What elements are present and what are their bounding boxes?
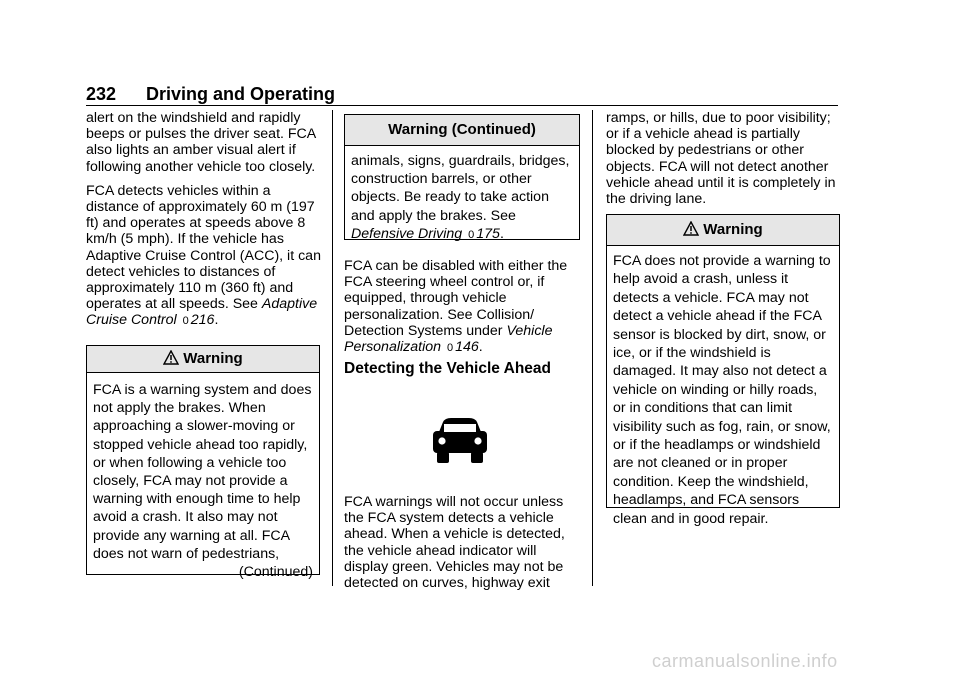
warning-header bbox=[87, 346, 319, 373]
column-divider-2 bbox=[592, 110, 593, 586]
section-title: Driving and Operating bbox=[146, 84, 336, 104]
warning-box bbox=[86, 345, 320, 581]
page-ref-number[interactable]: 146 bbox=[455, 339, 479, 356]
page-header bbox=[86, 84, 838, 106]
paragraph: alert on the windshield and rapidly beeps or pulses the driver seat. FCA also lights an amber visual alert if following another vehicle too closely. bbox=[86, 110, 316, 175]
warning-body bbox=[607, 246, 839, 534]
column-1 bbox=[86, 110, 322, 338]
paragraph-text: FCA detects vehicles within a distance of approximately 60 m (197 ft) and operates at speeds above 8 km/h (5 mph). If the vehicle has Adaptive Cruise Control (ACC), it can detect vehicles to distances of approximately 110 m (360 ft) and operates at all speeds. See bbox=[86, 182, 321, 313]
paragraph: ramps, or hills, due to poor visibility; or if a vehicle ahead is partially blocked by pedestrians or other objects. FCA will not detect another vehicle ahead until it is completely in the driving lane. bbox=[606, 110, 836, 208]
paragraph-block bbox=[344, 494, 580, 599]
warning-header bbox=[607, 215, 839, 246]
warning-text: FCA is a warning system and does not apply the brakes. When approaching a slower-moving or stopped vehicle ahead too rapidly, or when following a vehicle too closely, FCA may not provide a warning with enough time to help avoid a crash. It also may not provide any warning at all. FCA does not warn of pedestrians, bbox=[93, 382, 312, 562]
page-ref-number[interactable]: 216 bbox=[190, 312, 215, 329]
cross-reference-link[interactable]: Defensive Driving bbox=[351, 225, 463, 242]
cross-reference-link[interactable]: Adaptive Cruise Control bbox=[86, 296, 318, 329]
warning-body: animals, signs, guardrails, bridges, construction barrels, or other objects. Be ready to take action and apply the brakes. See Defensive Driving 0 175. bbox=[351, 153, 570, 242]
cross-reference-link[interactable]: Vehicle Personalization bbox=[344, 322, 553, 356]
warning-text: FCA does not provide a warning to help avoid a crash, unless it detects a vehicle. FCA may not detect a vehicle ahead if the FCA sensor is blocked by dirt, snow, or ice, or if the windshield is damaged. It may also not detect a vehicle on winding or hilly roads, or in conditions that can limit visibility such as fog, rain, or snow, or if the headlamps or windshield are not cleaned or in proper condition. Keep the windshield, headlamps, and FCA sensors clean and in good repair. bbox=[613, 253, 831, 527]
page-ref-arrow-icon: 0 bbox=[468, 228, 475, 241]
paragraph: FCA warnings will not occur unless the FCA system detects a vehicle ahead. When a vehicle is detected, the vehicle ahead indicator will display green. Vehicles may not be detected on curves, highway exit bbox=[344, 494, 565, 592]
paragraph: FCA can be disabled with either the FCA steering wheel control or, if equipped, through vehicle personalization. See Collision/ Detection Systems under Vehicle Personalization 0 146. bbox=[344, 258, 568, 356]
warning-title: Warning bbox=[703, 221, 763, 238]
warning-body bbox=[87, 373, 319, 587]
page-ref-arrow-icon: 0 bbox=[182, 315, 189, 328]
page-number: 232 bbox=[86, 84, 117, 104]
section-heading: Detecting the Vehicle Ahead bbox=[344, 360, 552, 377]
watermark: carmanualsonline.info bbox=[652, 651, 838, 671]
warning-text: animals, signs, guardrails, bridges, construction barrels, or other objects. Be ready to take action and apply the brakes. See bbox=[351, 153, 570, 224]
warning-triangle-icon bbox=[163, 350, 179, 365]
warning-box bbox=[606, 214, 840, 527]
column-3 bbox=[606, 110, 842, 215]
warning-triangle-icon bbox=[683, 221, 699, 236]
page-ref-number[interactable]: 175 bbox=[476, 225, 500, 242]
warning-header: Warning (Continued) bbox=[345, 115, 579, 146]
vehicle-ahead-indicator-icon bbox=[431, 416, 489, 464]
paragraph-text: FCA can be disabled with either the FCA steering wheel control or, if equipped, through vehicle personalization. See Collision/ Detection Systems under bbox=[344, 258, 568, 339]
continued-label: (Continued) bbox=[238, 564, 313, 581]
column-divider-1 bbox=[332, 110, 333, 586]
header-rule bbox=[86, 105, 838, 106]
paragraph: FCA detects vehicles within a distance of approximately 60 m (197 ft) and operates at speeds above 8 km/h (5 mph). If the vehicle has Adaptive Cruise Control (ACC), it can detect vehicles to distances of approximately 110 m (360 ft) and operates at all speeds. See Adaptive Cruise Control 0 216. bbox=[86, 182, 321, 329]
warning-title: Warning bbox=[183, 350, 243, 367]
page-ref-arrow-icon: 0 bbox=[446, 342, 454, 355]
warning-box-continued bbox=[344, 114, 580, 240]
paragraph-block bbox=[344, 258, 580, 364]
